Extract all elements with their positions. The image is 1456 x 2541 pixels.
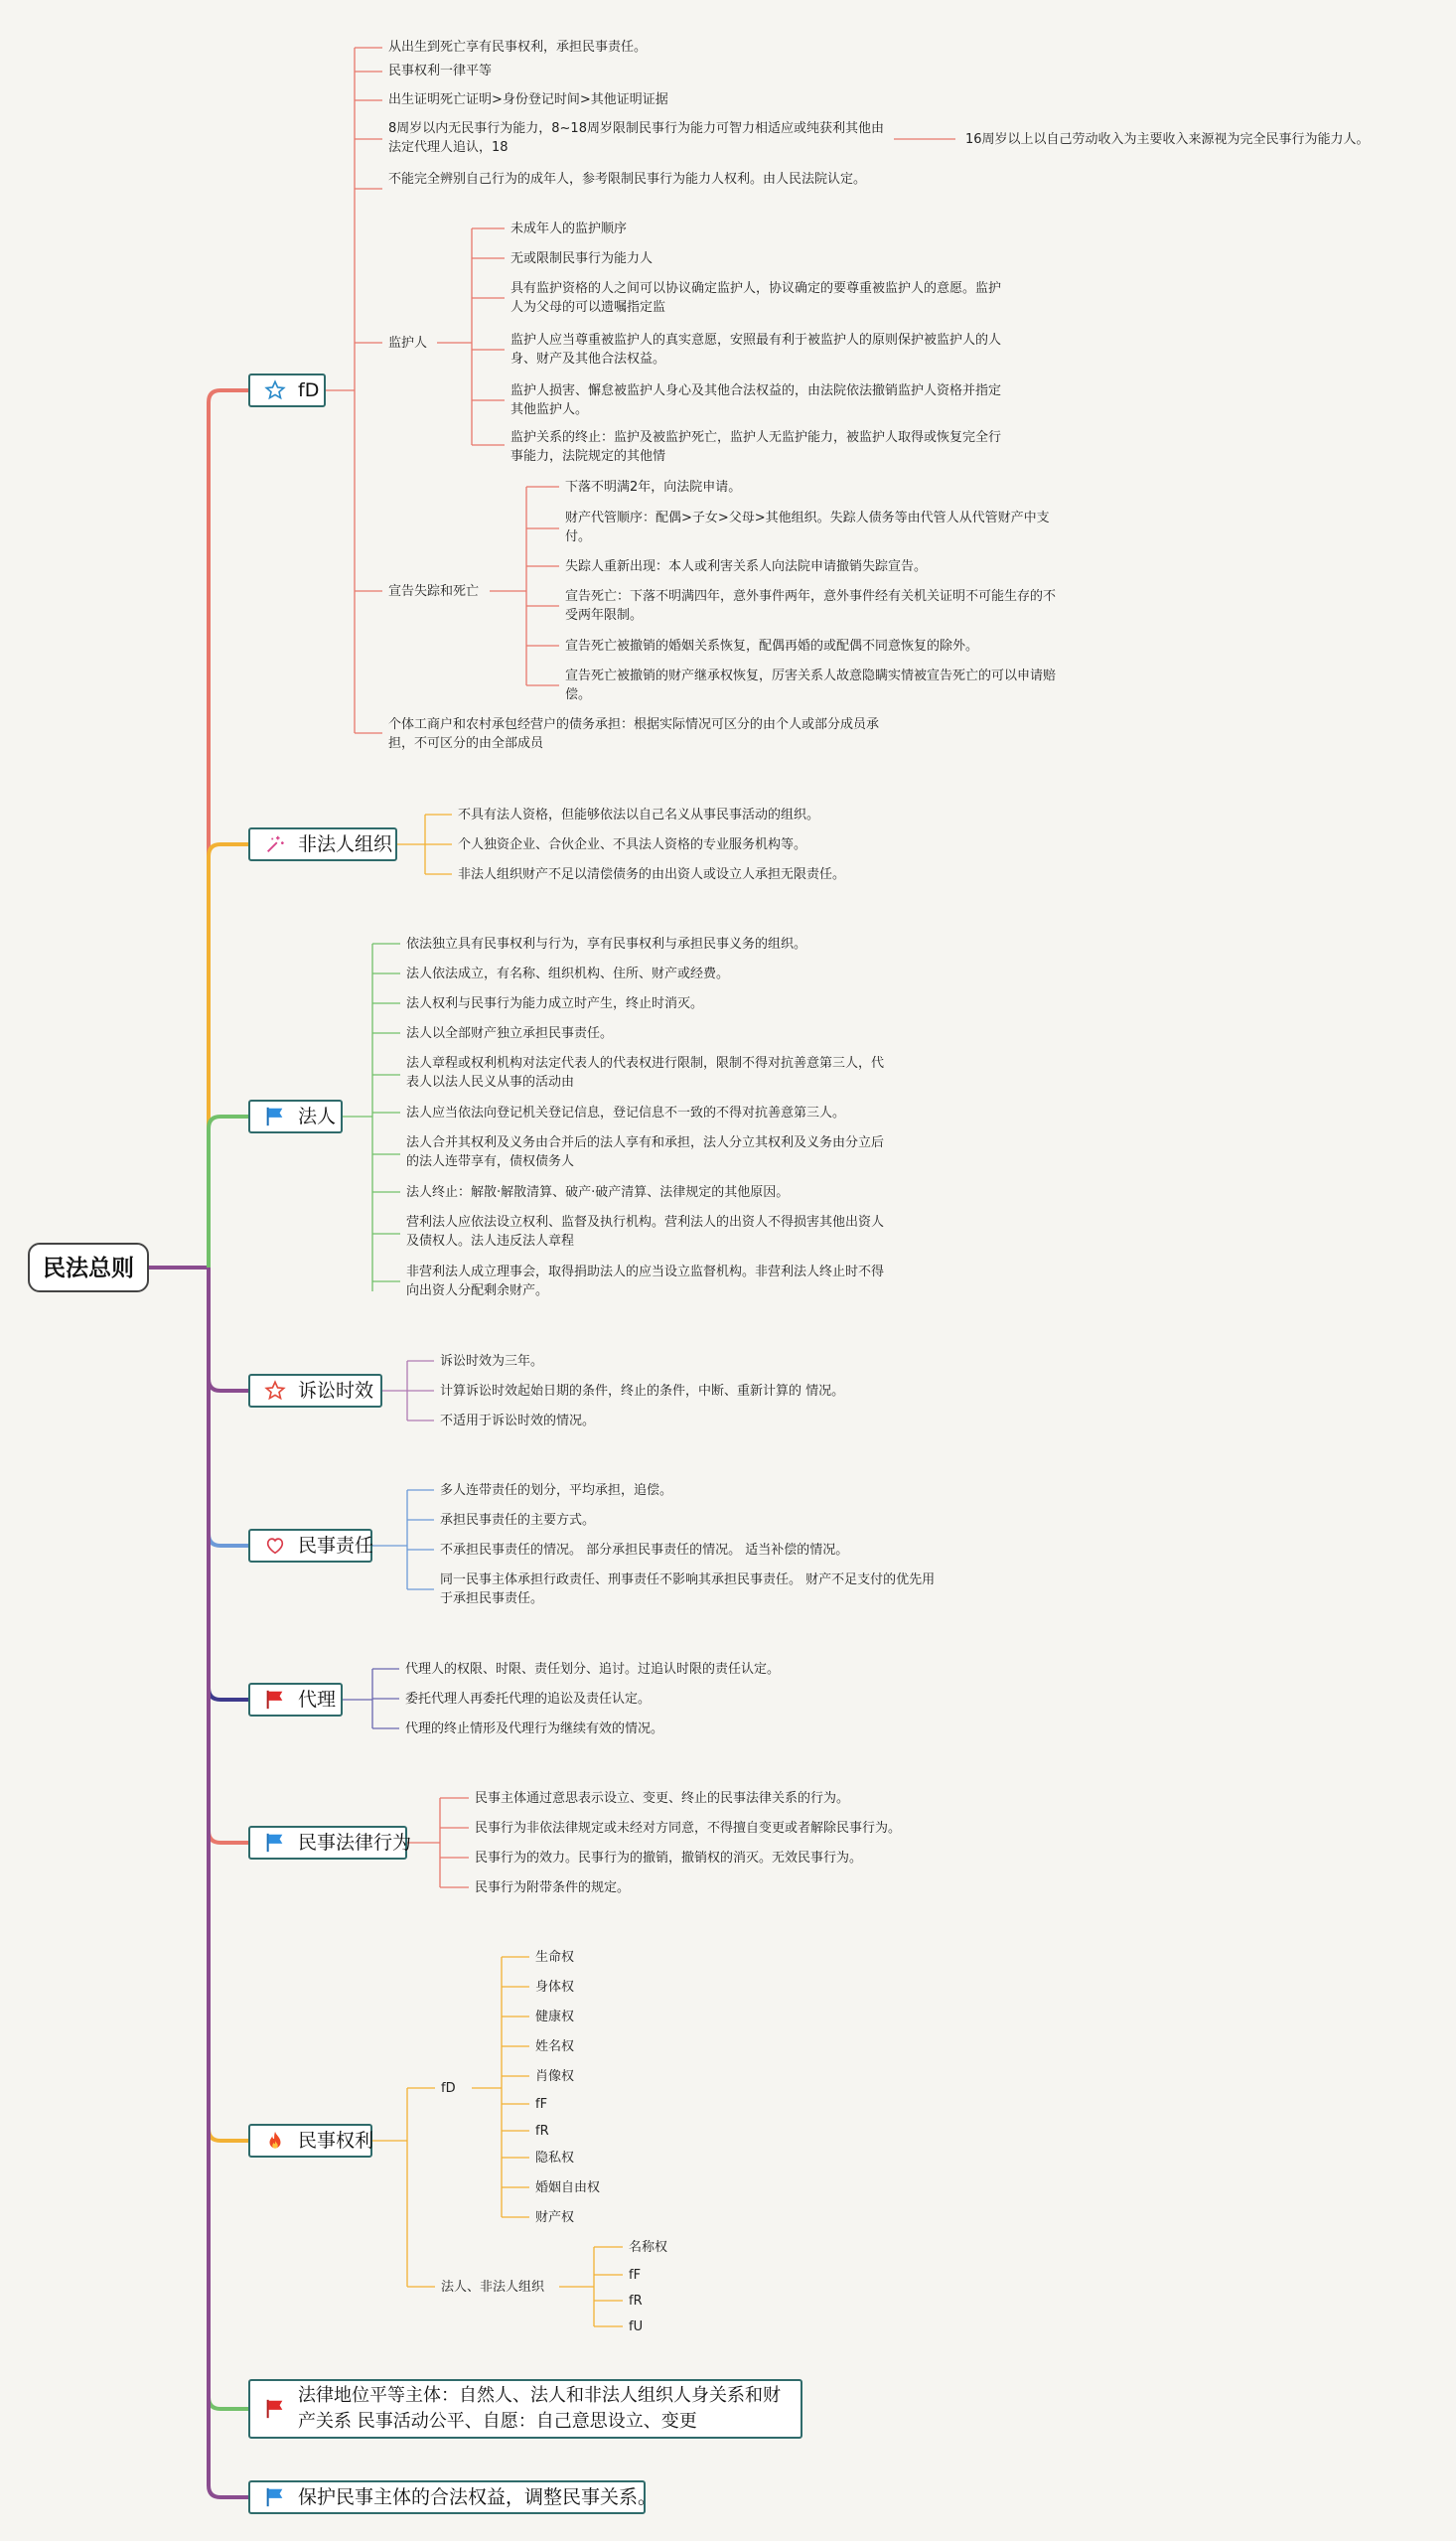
missing-item: 财产代管顺序：配偶>子女>父母>其他组织。失踪人债务等由代管人从代管财产中支付。 — [565, 511, 1050, 544]
rights-org-item: fU — [629, 2319, 644, 2334]
natural-person-item: 民事权利一律平等 — [388, 64, 493, 78]
branch-protect[interactable] — [248, 2480, 657, 2514]
non-legal-connectors — [397, 815, 452, 874]
limitation-connectors — [382, 1361, 434, 1420]
rights-org-node[interactable]: 法人、非法人组织 — [441, 2280, 545, 2295]
star-icon — [264, 1380, 286, 1402]
rights-person-item: 生命权 — [535, 1950, 575, 1965]
branch-label: 民事法律行为 — [298, 1832, 412, 1854]
branch-label: 民事权利 — [298, 2130, 374, 2152]
natural-person-item: 8周岁以内无民事行为能力，8~18周岁限制民事行为能力可智力相适应或纯获利其他由法定代理人追认，18 — [388, 121, 884, 155]
branch-agency[interactable] — [248, 1683, 343, 1717]
missing-item: 宣告死亡被撤销的婚姻关系恢复，配偶再婚的或配偶不同意恢复的除外。 — [565, 639, 979, 654]
liability-item: 承担民事责任的主要方式。 — [440, 1513, 596, 1528]
non-legal-item: 个人独资企业、合伙企业、不具法人资格的专业服务机构等。 — [458, 837, 807, 852]
missing-item: 宣告死亡：下落不明满四年，意外事件两年，意外事件经有关机关证明不可能生存的不受两年限制。 — [565, 589, 1057, 623]
limitation-item: 不适用于诉讼时效的情况。 — [440, 1414, 596, 1428]
branch-connector-non-legal — [209, 844, 248, 1268]
liability-item: 不承担民事责任的情况。 部分承担民事责任的情况。 适当补偿的情况。 — [440, 1543, 849, 1558]
flag-icon — [264, 1106, 286, 1127]
legal-person-item: 非营利法人成立理事会，取得捐助法人的应当设立监督机构。非营利法人终止时不得向出资人分配剩余财产。 — [406, 1265, 885, 1298]
juristic-act-item: 民事行为的效力。民事行为的撤销，撤销权的消灭。无效民事行为。 — [475, 1851, 863, 1866]
branch-label: 法律地位平等主体：自然人、法人和非法人组织人身关系和财产关系 民事活动公平、自愿：自己意思设立、变更 — [298, 2385, 781, 2432]
star-icon — [264, 379, 286, 401]
natural-person-item: 从出生到死亡享有民事权利，承担民事责任。 — [388, 40, 648, 55]
non-legal-item: 不具有法人资格，但能够依法以自己名义从事民事活动的组织。 — [458, 808, 820, 822]
guardian-item: 监护关系的终止：监护及被监护死亡，监护人无监护能力，被监护人取得或恢复完全行事能力，法院规定的其他情 — [510, 430, 1002, 464]
legal-person-item: 法人以全部财产独立承担民事责任。 — [406, 1026, 614, 1041]
guardian-item: 监护人损害、懈怠被监护人身心及其他合法权益的，由法院依法撤销监护人资格并指定其他监护人。 — [510, 383, 1002, 417]
rights-person-node[interactable]: fD — [441, 2081, 456, 2096]
juristic-act-item: 民事主体通过意思表示设立、变更、终止的民事法律关系的行为。 — [475, 1791, 850, 1806]
agency-connectors — [343, 1669, 399, 1728]
branch-connector-agency — [209, 1268, 248, 1700]
rights-person-item: fR — [535, 2124, 549, 2139]
branch-label: 非法人组织 — [298, 833, 393, 855]
branch-liability[interactable] — [248, 1529, 372, 1563]
flag-icon — [264, 2398, 286, 2420]
rights-person-item: 姓名权 — [535, 2039, 575, 2054]
legal-person-item: 法人终止：解散·解散清算、破产·破产清算、法律规定的其他原因。 — [406, 1185, 790, 1200]
legal-person-item: 依法独立具有民事权利与行为，享有民事权利与承担民事义务的组织。 — [406, 937, 807, 952]
agency-item: 委托代理人再委托代理的追讼及责任认定。 — [405, 1692, 652, 1707]
liability-item: 多人连带责任的划分，平均承担，追偿。 — [440, 1483, 673, 1498]
branch-connector-juristic-act — [209, 1268, 248, 1843]
guardian-item: 未成年人的监护顺序 — [510, 222, 628, 236]
legal-person-item: 法人合并其权利及义务由合并后的法人享有和承担，法人分立其权利及义务由分立后的法人连带享有，债权债务人 — [406, 1135, 885, 1169]
limitation-item: 诉讼时效为三年。 — [440, 1354, 544, 1369]
branch-connector-natural-person — [209, 390, 248, 1268]
missing-node[interactable]: 宣告失踪和死亡 — [388, 584, 480, 599]
branch-label: 诉讼时效 — [298, 1380, 374, 1402]
rights-person-item: 身体权 — [535, 1980, 575, 1995]
guardian-item: 监护人应当尊重被监护人的真实意愿，安照最有利于被监护人的原则保护被监护人的人身、财产及其他合法权益。 — [510, 333, 1002, 367]
legal-person-item: 法人权利与民事行为能力成立时产生，终止时消灭。 — [406, 996, 704, 1011]
branch-equality[interactable] — [248, 2379, 802, 2439]
missing-item: 宣告死亡被撤销的财产继承权恢复，厉害关系人故意隐瞒实情被宣告死亡的可以申请赔偿。 — [565, 669, 1057, 702]
flame-icon — [264, 2130, 286, 2152]
legal-person-connectors — [343, 944, 400, 1291]
juristic-act-item: 民事行为附带条件的规定。 — [475, 1880, 631, 1895]
branch-connector-equality — [209, 1268, 248, 2409]
non-legal-item: 非法人组织财产不足以清偿债务的由出资人或设立人承担无限责任。 — [458, 867, 846, 882]
guardian-item: 具有监护资格的人之间可以协议确定监护人，协议确定的要尊重被监护人的意愿。监护人为父母的可以遗嘱指定监 — [510, 281, 1002, 315]
natural-person-item: 个体工商户和农村承包经营户的债务承担：根据实际情况可区分的由个人或部分成员承担，不可区分的由全部成员 — [388, 717, 880, 751]
rights-org-item: fR — [629, 2294, 643, 2309]
agency-item: 代理的终止情形及代理行为继续有效的情况。 — [405, 1721, 664, 1736]
guardian-item: 无或限制民事行为能力人 — [510, 251, 654, 266]
agency-item: 代理人的权限、时限、责任划分、追讨。过追认时限的责任认定。 — [405, 1662, 781, 1677]
branch-non-legal-org[interactable] — [248, 827, 397, 861]
rights-org-item: 名称权 — [629, 2240, 668, 2255]
branch-connector-protect — [209, 1268, 248, 2497]
natural-person-item: 出生证明死亡证明>身份登记时间>其他证明证据 — [388, 92, 668, 107]
branch-rights[interactable] — [248, 2124, 372, 2158]
branch-connector-liability — [209, 1268, 248, 1546]
rights-person-item: fF — [535, 2097, 548, 2112]
legal-person-item: 法人章程或权利机构对法定代表人的代表权进行限制，限制不得对抗善意第三人，代表人以法人民义从事的活动由 — [406, 1056, 885, 1090]
missing-item: 失踪人重新出现：本人或利害关系人向法院申请撤销失踪宣告。 — [565, 559, 928, 574]
branch-limitation[interactable] — [248, 1374, 382, 1408]
rights-person-item: 健康权 — [535, 2010, 575, 2024]
branch-juristic-act[interactable] — [248, 1826, 412, 1860]
natural-person-item: 不能完全辨别自己行为的成年人，参考限制民事行为能力人权利。由人民法院认定。 — [388, 172, 867, 187]
legal-person-item: 法人依法成立，有名称、组织机构、住所、财产或经费。 — [406, 967, 730, 981]
flag-icon — [264, 1832, 286, 1854]
limitation-item: 计算诉讼时效起始日期的条件，终止的条件，中断、重新计算的 情况。 — [440, 1384, 845, 1399]
rights-person-item: 财产权 — [535, 2210, 575, 2225]
rights-connectors — [372, 1957, 623, 2326]
branch-label: fD — [298, 379, 320, 401]
legal-person-item: 法人应当依法向登记机关登记信息，登记信息不一致的不得对抗善意第三人。 — [406, 1106, 846, 1121]
branch-label: 法人 — [298, 1106, 337, 1127]
juristic-act-item: 民事行为非依法律规定或未经对方同意，不得擅自变更或者解除民事行为。 — [475, 1821, 902, 1836]
heart-icon — [264, 1535, 286, 1557]
branch-legal-person[interactable] — [248, 1100, 343, 1133]
branch-label: 民事责任 — [298, 1535, 374, 1557]
branch-natural-person[interactable] — [248, 374, 326, 407]
age-note: 16周岁以上以自己劳动收入为主要收入来源视为完全民事行为能力人。 — [965, 132, 1370, 147]
branch-label: 保护民事主体的合法权益，调整民事关系。 — [298, 2486, 657, 2508]
branch-connector-rights — [209, 1268, 248, 2141]
liability-connectors — [372, 1490, 434, 1589]
juristic-act-connectors — [407, 1798, 469, 1887]
sparkle-icon — [264, 833, 286, 855]
branch-connector-legal-person — [209, 1117, 248, 1268]
flag-icon — [264, 1689, 286, 1711]
rights-person-item: 肖像权 — [535, 2069, 575, 2084]
legal-person-item: 营利法人应依法设立权利、监督及执行机构。营利法人的出资人不得损害其他出资人及债权人。法人违反法人章程 — [406, 1215, 885, 1249]
rights-person-item: 婚姻自由权 — [535, 2180, 601, 2195]
rights-person-item: 隐私权 — [535, 2151, 575, 2166]
guardian-node[interactable]: 监护人 — [388, 336, 428, 351]
branch-connector-limitation — [209, 1268, 248, 1391]
flag-icon — [264, 2486, 286, 2508]
root-node[interactable]: 民法总则 — [28, 1243, 149, 1292]
branch-label: 代理 — [298, 1689, 337, 1711]
missing-item: 下落不明满2年，向法院申请。 — [565, 480, 742, 495]
liability-item: 同一民事主体承担行政责任、刑事责任不影响其承担民事责任。 财产不足支付的优先用于承担民事责任。 — [440, 1572, 936, 1606]
rights-org-item: fF — [629, 2268, 642, 2283]
